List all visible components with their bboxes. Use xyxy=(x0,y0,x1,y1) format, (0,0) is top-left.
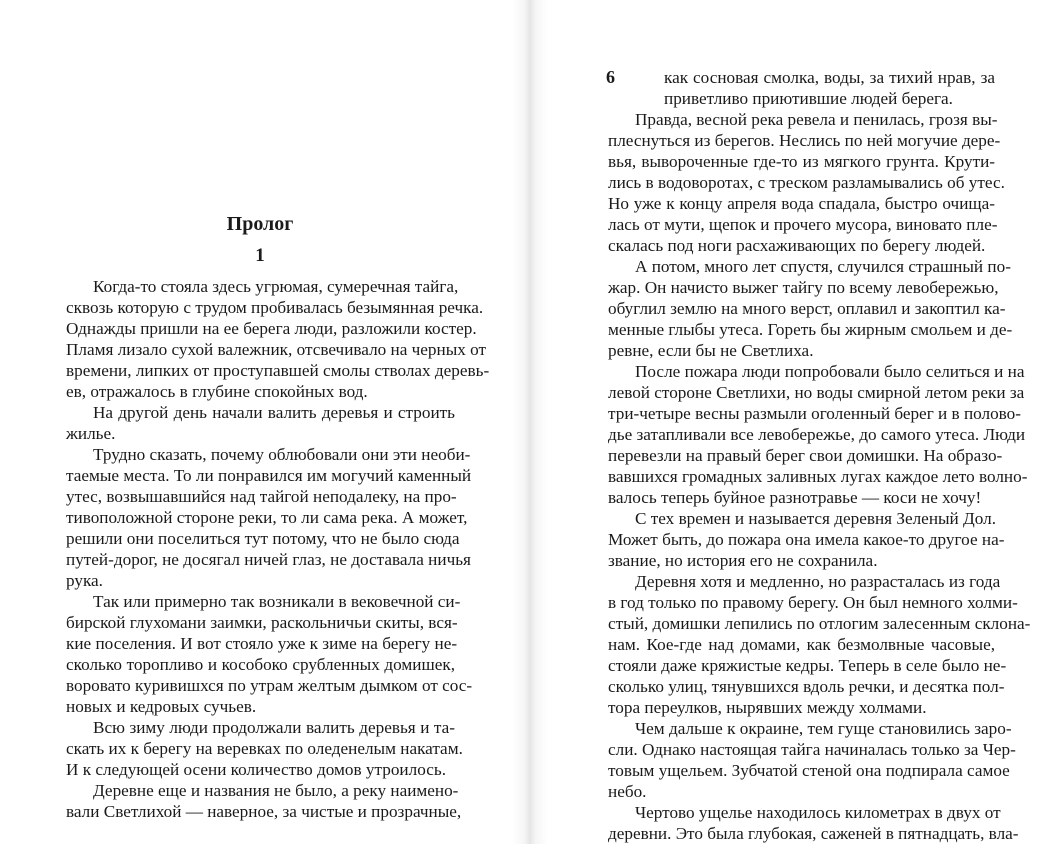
text-line: И к следующей осени количество домов утроилось. xyxy=(66,760,446,779)
text-line: путей-дорог, не досягал ничей глаз, не доставала ничья xyxy=(66,550,471,569)
text-line: Чем дальше к окраине, тем гуще становились заро- xyxy=(635,719,1012,738)
text-line: утес, возвышавшийся над тайгой неподалеку, на про- xyxy=(66,487,457,506)
text-line: жилье. xyxy=(66,424,116,443)
text-line: таемые места. То ли понравился им могучий каменный xyxy=(66,466,472,485)
text-line: нам. Кое-где над домами, как безмолвные часовые, xyxy=(608,635,995,654)
text-line: После пожара люди попробовали было селиться и на xyxy=(635,362,1025,381)
text-line: сли. Однако настоящая тайга начиналась только за Чер- xyxy=(608,740,1016,759)
text-line: сколько улиц, тянувшихся вдоль речки, и десятка пол- xyxy=(608,677,1005,696)
text-line: Чертово ущелье находилось километрах в двух от xyxy=(635,803,1001,822)
text-line: три-четыре весны размыли оголенный берег и в полово- xyxy=(608,404,1021,423)
text-line: рука. xyxy=(66,571,103,590)
text-line: лась от мути, щепок и прочего мусора, виновато пле- xyxy=(608,215,998,234)
text-line: скать их к берегу на веревках по оледенелым накатам. xyxy=(66,739,463,758)
text-line: времени, липких от проступавшей смолы стволах деревь- xyxy=(66,361,490,380)
text-line: стый, домишки лепились по отлогим залесенным склона- xyxy=(608,614,1031,633)
text-line: менные глыбы утеса. Гореть бы жирным смольем и де- xyxy=(608,320,1013,339)
text-line: Всю зиму люди продолжали валить деревья и та- xyxy=(93,718,455,737)
text-line: ревне, если бы не Светлиха. xyxy=(608,341,814,360)
text-line: Когда-то стояла здесь угрюмая, сумеречная тайга, xyxy=(93,277,459,296)
text-line: перевезли на правый берег свои домишки. На образо- xyxy=(608,446,1003,465)
text-line: жар. Он начисто выжег тайгу по всему левобережью, xyxy=(608,278,999,297)
text-line: плеснуться из берегов. Неслись по ней могучие дере- xyxy=(608,131,1001,150)
text-line: как сосновая смолка, воды, за тихий нрав, за xyxy=(664,68,995,87)
left-page-text xyxy=(66,276,490,822)
text-line: Трудно сказать, почему облюбовали они эти необи- xyxy=(93,445,471,464)
text-line: звание, но история его не сохранила. xyxy=(608,551,878,570)
text-line: сквозь которую с трудом пробивалась безымянная речка. xyxy=(66,298,484,317)
text-line: вья, вывороченные где-то из мягкого грунта. Крути- xyxy=(608,152,995,171)
text-line: товым ущельем. Зубчатой стеной она подпирала самое xyxy=(608,761,1010,780)
page-number: 6 xyxy=(606,67,615,87)
text-line: скалась под ноги расхаживающих по берегу людей. xyxy=(608,236,986,255)
text-line: А потом, много лет спустя, случился страшный по- xyxy=(635,257,1011,276)
chapter-title: Пролог xyxy=(226,213,294,235)
text-line: Правда, весной река ревела и пенилась, грозя вы- xyxy=(635,110,998,129)
text-line: решили они поселиться тут потому, что не было сюда xyxy=(66,529,460,548)
text-line: левой стороне Светлихи, но воды смирной летом реки за xyxy=(608,383,1025,402)
text-line: тивоположной стороне реки, то ли сама река. А может, xyxy=(66,508,468,527)
text-line: небо. xyxy=(608,782,647,801)
text-line: Может быть, до пожара она имела какое-то другое на- xyxy=(608,530,1005,549)
text-line: обуглил землю на много верст, оплавил и закоптил ка- xyxy=(608,299,1006,318)
text-line: деревни. Это была глубокая, саженей в пятнадцать, вла- xyxy=(608,824,1019,843)
text-line: вали Светлихой — наверное, за чистые и прозрачные, xyxy=(66,802,462,821)
text-line: стояли даже кряжистые кедры. Теперь в селе было не- xyxy=(608,656,1007,675)
text-line: Однажды пришли на ее берега люди, разложили костер. xyxy=(66,319,477,338)
text-line: вавшихся громадных заливных лугах каждое лето волно- xyxy=(608,467,1028,486)
text-line: тора переулков, нырявших между холмами. xyxy=(608,698,927,717)
right-page-text xyxy=(608,67,1031,844)
text-line: валось теперь буйное разнотравье — коси не хочу! xyxy=(608,488,982,507)
text-line: бирской глухомани заимки, раскольничьи скиты, вся- xyxy=(66,613,458,632)
text-line: воровато куривишхся по утрам желтым дымком от сос- xyxy=(66,676,473,695)
text-line: На другой день начали валить деревья и строить xyxy=(93,403,455,422)
text-line: Деревня хотя и медленно, но разрасталась из года xyxy=(635,572,1001,591)
text-line: ев, отражалось в глубине спокойных вод. xyxy=(66,382,368,401)
text-line: Так или примерно так возникали в вековечной си- xyxy=(93,592,461,611)
text-line: приветливо приютившие людей берега. xyxy=(664,89,953,108)
text-line: кие поселения. И вот стояло уже к зиме на берегу не- xyxy=(66,634,458,653)
left-page xyxy=(0,0,530,844)
text-line: С тех времен и называется деревня Зеленый Дол. xyxy=(635,509,997,528)
text-line: лись в водоворотах, с треском разламывались об утес. xyxy=(608,173,1005,192)
text-line: дье затапливали все левобережье, до самого утеса. Люди xyxy=(608,425,1026,444)
text-line: Пламя лизало сухой валежник, отсвечивало на черных от xyxy=(66,340,487,359)
text-line: Деревне еще и названия не было, а реку наимено- xyxy=(93,781,459,800)
text-line: новых и кедровых сучьев. xyxy=(66,697,257,716)
text-line: Но уже к концу апреля вода спадала, быстро очища- xyxy=(608,194,995,213)
text-line: сколько торопливо и кособоко срубленных домишек, xyxy=(66,655,455,674)
text-line: в год только по правому берегу. Он был немного холми- xyxy=(608,593,1018,612)
chapter-number: 1 xyxy=(255,245,265,266)
